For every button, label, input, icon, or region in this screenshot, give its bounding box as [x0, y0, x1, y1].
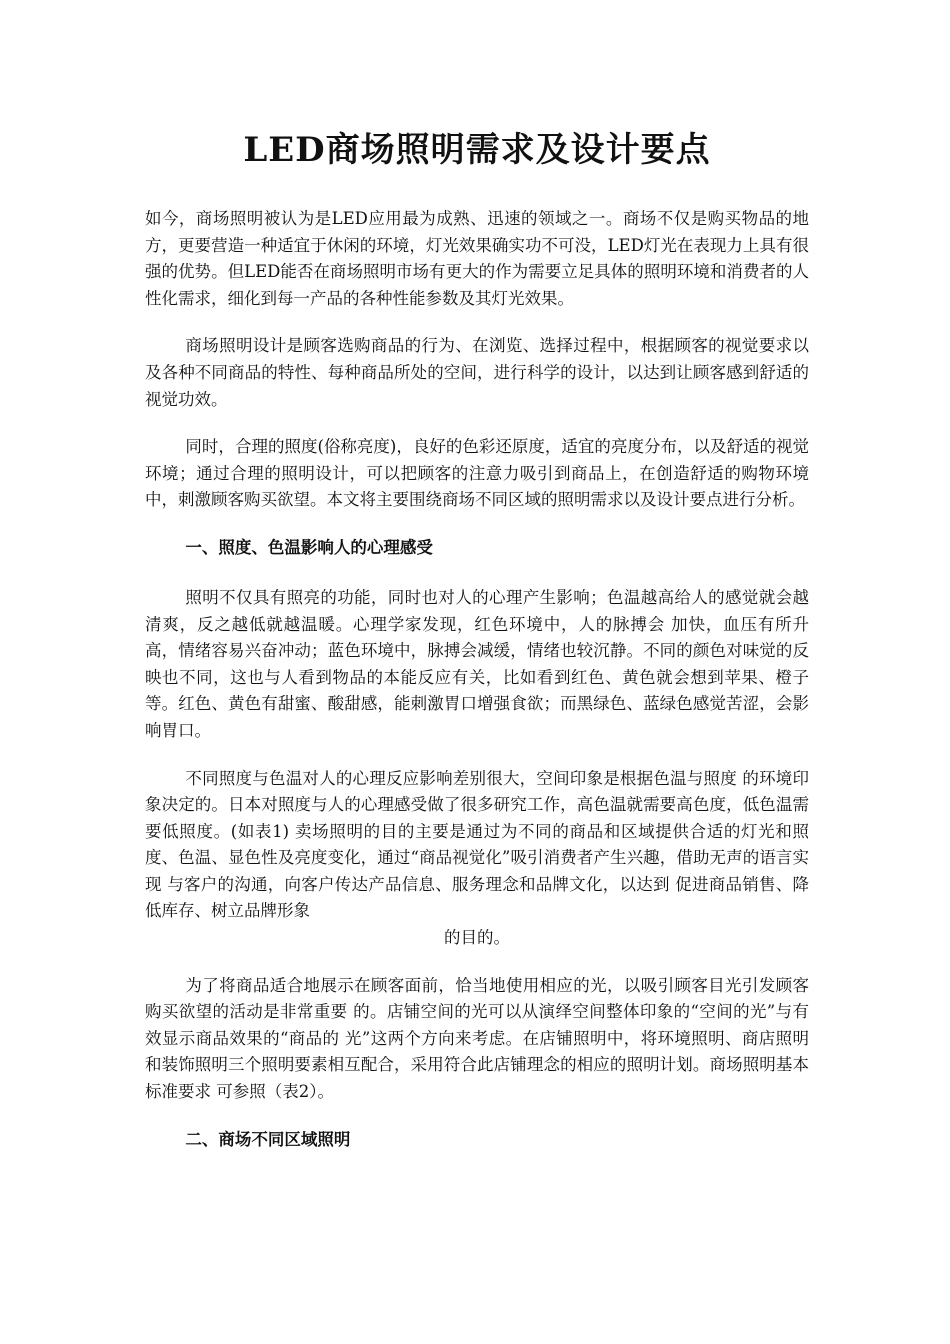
design-paragraph: 商场照明设计是顾客选购商品的行为、在浏览、选择过程中，根据顾客的视觉要求以及各种不同商品的特性、每种商品所处的空间，进行科学的设计，以达到让顾客感到舒适的视觉功效。: [145, 336, 809, 409]
illuminance-paragraph-tail: [145, 925, 809, 952]
display-light-paragraph: 为了将商品适合地展示在顾客面前，恰当地使用相应的光，以吸引顾客目光引发顾客购买欲望的活动是非常重要 的。店铺空间的光可以从演绎空间整体印象的“空间的光”与有效显示商品效果的“商品的 光”这两个方向来考虑。在店铺照明中，将环境照明、商店照明和装饰照明三个照明要素相互配合，采用符合此店铺理念的相应的照明计划。商场照明基本标准要求 可参照（表2）。: [145, 975, 809, 1102]
section-heading-2: 二、商场不同区域照明: [185, 1129, 351, 1149]
illuminance-paragraph: [145, 766, 809, 926]
illuminance-tail-text: 的目的。: [444, 928, 510, 948]
document-title: LED商场照明需求及设计要点: [243, 130, 711, 170]
section-heading-1: 一、照度、色温影响人的心理感受: [185, 537, 433, 557]
psychology-paragraph: 照明不仅具有照亮的功能，同时也对人的心理产生影响；色温越高给人的感觉就会越清爽，反之越低就越温暖。心理学家发现，红色环境中，人的脉搏会 加快，血压有所升高，情绪容易兴奋冲动；蓝色环境中，脉搏会减缓，情绪也较沉静。不同的颜色对味觉的反映也不同，这也与人看到物品的本能反应有关，比如看到红色、黄色就会想到苹果、橙子等。红色、黄色有甜蜜、酸甜感，能刺激胃口增强食欲；而黑绿色、蓝绿色感觉苦涩，会影响胃口。: [145, 587, 809, 740]
overview-paragraph: 同时，合理的照度(俗称亮度)，良好的色彩还原度，适宜的亮度分布，以及舒适的视觉环境；通过合理的照明设计，可以把顾客的注意力吸引到商品上，在创造舒适的购物环境中，刺激顾客购买欲望。本文将主要围绕商场不同区域的照明需求以及设计要点进行分析。: [145, 437, 809, 510]
document-page: [145, 120, 809, 1177]
illuminance-paragraph-body: 不同照度与色温对人的心理反应影响差别很大，空间印象是根据色温与照度 的环境印象决定的。日本对照度与人的心理感受做了很多研究工作，高色温就需要高色度，低色温需要低照度。(如表1) 卖场照明的目的主要是通过为不同的商品和区域提供合适的灯光和照度、色温、显色性及亮度变化，通过“商品视觉化”吸引消费者产生兴趣，借助无声的语言实现 与客户的沟通，向客户传达产品信息、服务理念和品牌文化，以达到 促进商品销售、降低库存、树立品牌形象: [145, 768, 809, 921]
intro-paragraph: 如今，商场照明被认为是LED应用最为成熟、迅速的领域之一。商场不仅是购买物品的地方，更要营造一种适宜于休闲的环境，灯光效果确实功不可没，LED灯光在表现力上具有很强的优势。但LED能否在商场照明市场有更大的作为需要立足具体的照明环境和消费者的人性化需求，细化到每一产品的各种性能参数及其灯光效果。: [145, 209, 809, 308]
